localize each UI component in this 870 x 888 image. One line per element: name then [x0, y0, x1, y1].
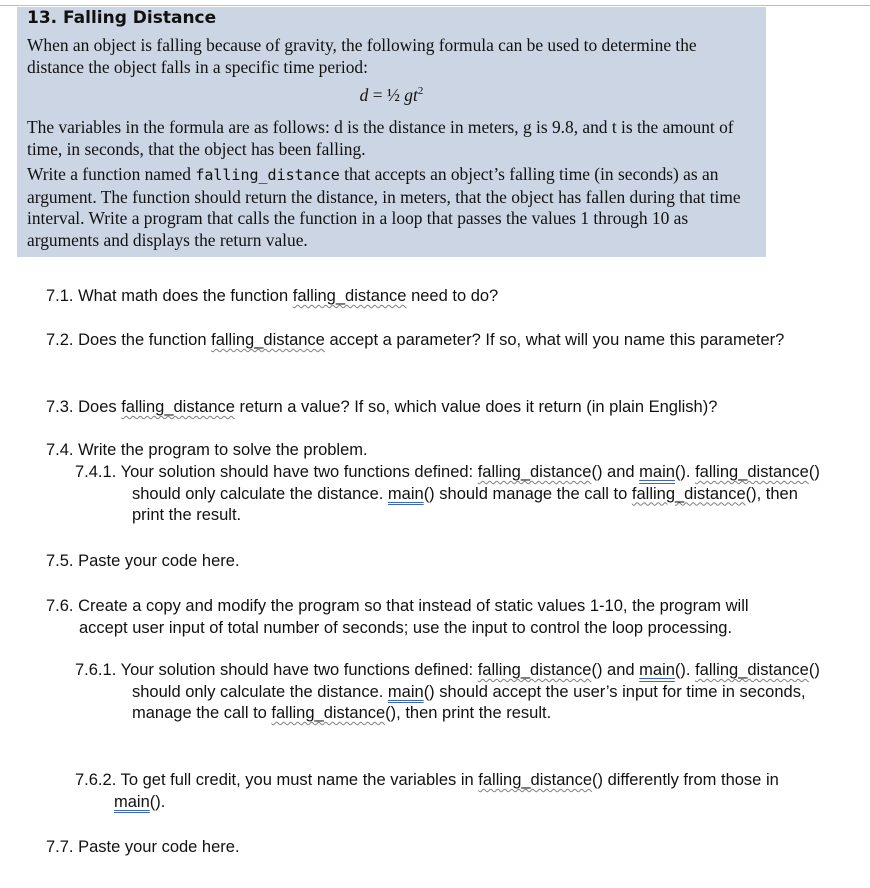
question-7-5: 7.5. Paste your code here. [46, 552, 240, 570]
intro-paragraph: When an object is falling because of gravity, the following formula can be used to determine the distance the object falls in a specific time period: [27, 35, 697, 77]
question-7-1: 7.1. What math does the function falling_distance need to do? [46, 287, 499, 305]
question-7-3: 7.3. Does falling_distance return a value? If so, which value does it return (in plain English)? [46, 398, 718, 416]
question-7-6-2: 7.6.2. To get full credit, you must name the variables in falling_distance() differently from those in main(). [75, 771, 779, 811]
variables-paragraph: The variables in the formula are as follows: d is the distance in meters, g is 9.8, and t is the amount of time, in seconds, that the object has been falling. [27, 117, 734, 159]
question-7-4-1: 7.4.1. Your solution should have two functions defined: falling_distance() and main(). falling_distance() should only calculate the distance. main() should manage the call to falling_distance(), then print the result. [75, 463, 820, 525]
question-7-6-1: 7.6.1. Your solution should have two functions defined: falling_distance() and main(). falling_distance() should only calculate the distance. main() should accept the user’s input for time in seconds, manage the call to falling_distance(), then print the result. [75, 661, 820, 723]
textbook-excerpt [17, 7, 766, 257]
top-divider-line [0, 5, 870, 6]
question-7-6: 7.6. Create a copy and modify the program so that instead of static values 1-10, the program will accept user input of total number of seconds; use the input to control the loop processing. [46, 597, 749, 637]
task-paragraph: Write a function named falling_distance that accepts an object’s falling time (in seconds) as an argument. The function should return the distance, in meters, that the object has fallen during that time interval. Write a program that calls the function in a loop that passes the values 1 through 10 as arguments and displays the return value. [27, 164, 741, 250]
question-7-2: 7.2. Does the function falling_distance accept a parameter? If so, what will you name this parameter? [46, 331, 785, 349]
distance-formula: d = ½ $gt^2$ [359, 85, 424, 105]
function-name-code: falling_distance [195, 166, 340, 184]
question-7-4: 7.4. Write the program to solve the problem. [46, 441, 368, 459]
exercise-title: 13. Falling Distance [27, 8, 217, 28]
question-7-7: 7.7. Paste your code here. [46, 838, 240, 856]
